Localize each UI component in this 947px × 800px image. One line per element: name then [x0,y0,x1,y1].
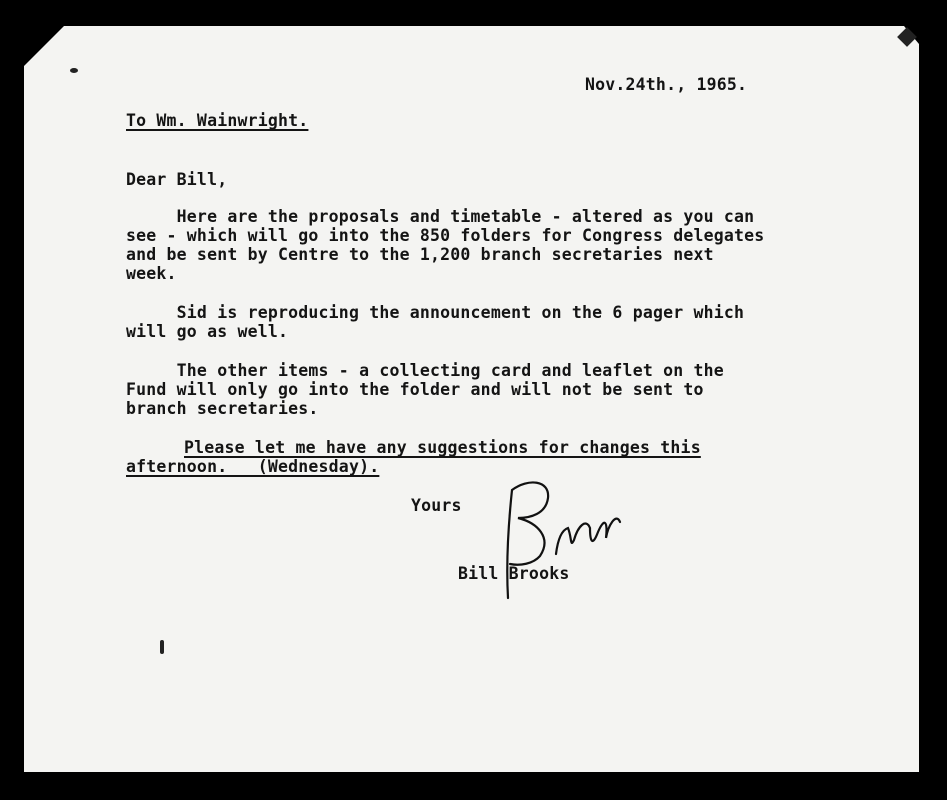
body-line: week. [126,264,177,283]
body-line: The other items - a collecting card and leaflet on the [126,361,724,380]
body-line: see - which will go into the 850 folders for Congress delegates [126,226,765,245]
ink-speck [160,640,164,654]
letter-salutation: Dear Bill, [126,170,228,189]
letter-closing: Yours [411,496,462,515]
signature-name: Bill Brooks [458,564,570,583]
body-line: Sid is reproducing the announcement on the 6 pager which [126,303,745,322]
corner-mark [70,68,78,73]
letter-date: Nov.24th., 1965. [585,75,748,94]
request-line: Please let me have any suggestions for changes this [184,438,701,457]
request-line: afternoon. (Wednesday). [126,457,380,476]
body-line: branch secretaries. [126,399,319,418]
body-line: will go as well. [126,322,289,341]
letter-recipient: To Wm. Wainwright. [126,111,309,130]
body-line: Fund will only go into the folder and will not be sent to [126,380,704,399]
body-line: and be sent by Centre to the 1,200 branch secretaries next [126,245,714,264]
body-line: Here are the proposals and timetable - altered as you can [126,207,755,226]
handwritten-signature [478,468,638,608]
